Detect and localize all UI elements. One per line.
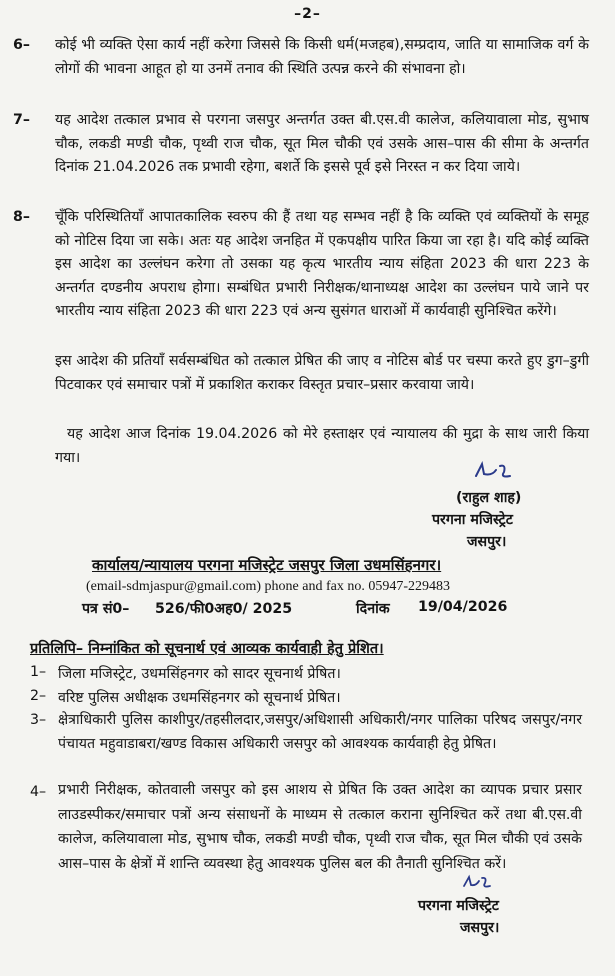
clause-6	[13, 34, 589, 81]
copy-text: वरिष्ट पुलिस अधीक्षक उधमसिंहनगर को सूचनार्थ प्रेषित।	[58, 690, 341, 706]
copy-heading: प्रतिलिपि– निम्नांकित को सूचनार्थ एवं आव्यक कार्यवाही हेतु प्रेशित।	[30, 641, 384, 657]
signatory-designation: परगना मजिस्ट्रेट	[432, 512, 513, 528]
signatory-designation: परगना मजिस्ट्रेट	[418, 898, 499, 914]
letter-ref-value: 526/फी0अह0/ 2025	[155, 601, 293, 617]
clause-number: 6–	[13, 37, 30, 53]
copy-number: 3–	[30, 712, 47, 728]
copy-text: जिला मजिस्ट्रेट, उधमसिंहनगर को सादर सूचनार्थ प्रेषित।	[58, 666, 341, 682]
handwritten-signature-2	[460, 874, 500, 892]
clause-number: 7–	[13, 112, 30, 128]
letter-ref-label: पत्र सं0–	[82, 601, 130, 617]
signatory-place: जसपुर।	[467, 534, 507, 550]
paragraph-issue: यह आदेश आज दिनांक 19.04.2026 को मेरे हस्ताक्षर एवं न्यायालय की मुद्रा के साथ जारी किया गया।	[55, 426, 589, 466]
copy-text: क्षेत्राधिकारी पुलिस काशीपुर/तहसीलदार,जसपुर/अधिशासी अधिकारी/नगर पालिका परिषद जसपुर/नगर पंचायत महुवाडाबरा/खण्ड विकास अधिकारी जसपुर को आवश्यक कार्यवाही हेतु प्रेषित।	[58, 712, 582, 752]
copy-number: 1–	[30, 664, 47, 680]
office-heading: कार्यालय/न्यायालय परगना मजिस्ट्रेट जसपुर जिला उधमसिंहनगर।	[92, 556, 442, 574]
clause-text: यह आदेश तत्काल प्रभाव से परगना जसपुर अन्तर्गत उक्त बी.एस.वी कालेज, कलियावाला मोड, सुभाष चौक, लकडी मण्डी चौक, पृथ्वी राज चौक, सूत मिल चौकी एवं उसके आस–पास की सीमा के अन्तर्गत दिनांक 21.04.2026 तक प्रभावी रहेगा, बशर्ते कि इससे पूर्व इसे निरस्त न कर दिया जाये।	[55, 112, 589, 175]
clause-number: 8–	[13, 209, 30, 225]
copy-number: 4–	[30, 784, 47, 800]
paragraph-display: इस आदेश की प्रतियाँ सर्वसम्बंधित को तत्काल प्रेषित की जाए व नोटिस बोर्ड पर चस्पा करते हुए डुग–डुगी पिटवाकर एवं समाचार पत्रों में प्रकाशित कराकर विस्तृत प्रचार–प्रसार करवाया जाये।	[55, 353, 589, 393]
clause-text: चूँकि परिस्थितियाँ आपातकालिक स्वरुप की हैं तथा यह सम्भव नहीं है कि व्यक्ति एवं व्यक्तियों के समूह को नोटिस दिया जा सके। अतः यह आदेश जनहित में एकपक्षीय पारित किया जा रहा है। यदि कोई व्यक्ति इस आदेश का उल्लंघन करेगा तो उसका यह कृत्य भारतीय न्याय संहिता 2023 की धारा 223 के अन्तर्गत दण्डनीय अपराध होगा। सम्बंधित प्रभारी निरीक्षक/थानाध्यक्ष आदेश का उल्लंघन पाये जाने पर भारतीय न्याय संहिता 2023 की धारा 223 एवं अन्य सुसंगत धाराओं में कार्यवाही सुनिश्चित करेंगे।	[55, 209, 589, 319]
clause-text: कोई भी व्यक्ति ऐसा कार्य नहीं करेगा जिससे कि किसी धर्म(मजहब),सम्प्रदाय, जाति या सामाजिक वर्ग के लोगों की भावना आहूत हो या उनमें तनाव की स्थिति उत्पन्न करने की संभावना हो।	[55, 37, 589, 77]
signatory-place: जसपुर।	[460, 920, 500, 936]
date-label: दिनांक	[356, 601, 390, 617]
clause-7	[13, 109, 589, 180]
page-number: –2–	[294, 6, 321, 22]
clause-8	[13, 206, 589, 324]
copy-number: 2–	[30, 688, 47, 704]
signatory-name: (राहुल शाह)	[456, 490, 522, 506]
copy-text: प्रभारी निरीक्षक, कोतवाली जसपुर को इस आशय से प्रेषित कि उक्त आदेश का व्यापक प्रचार प्रसार लाउडस्पीकर/समाचार पत्रों अन्य संसाधनों के माध्यम से तत्काल कराना सुनिश्चित करें तथा बी.एस.वी कालेज, कलियावाला मोड, सुभाष चौक, लकडी मण्डी चौक, पृथ्वी राज चौक, सूत मिल चौकी एवं उसके आस–पास के क्षेत्रों में शान्ति व्यवस्था हेतु आवश्यक पुलिस बल की तैनाती सुनिश्चित करें।	[58, 782, 582, 872]
handwritten-signature-1	[470, 460, 530, 484]
contact-line: (email-sdmjaspur@gmail.com) phone and fax no. 05947-229483	[86, 579, 450, 594]
date-value: 19/04/2026	[418, 599, 508, 615]
